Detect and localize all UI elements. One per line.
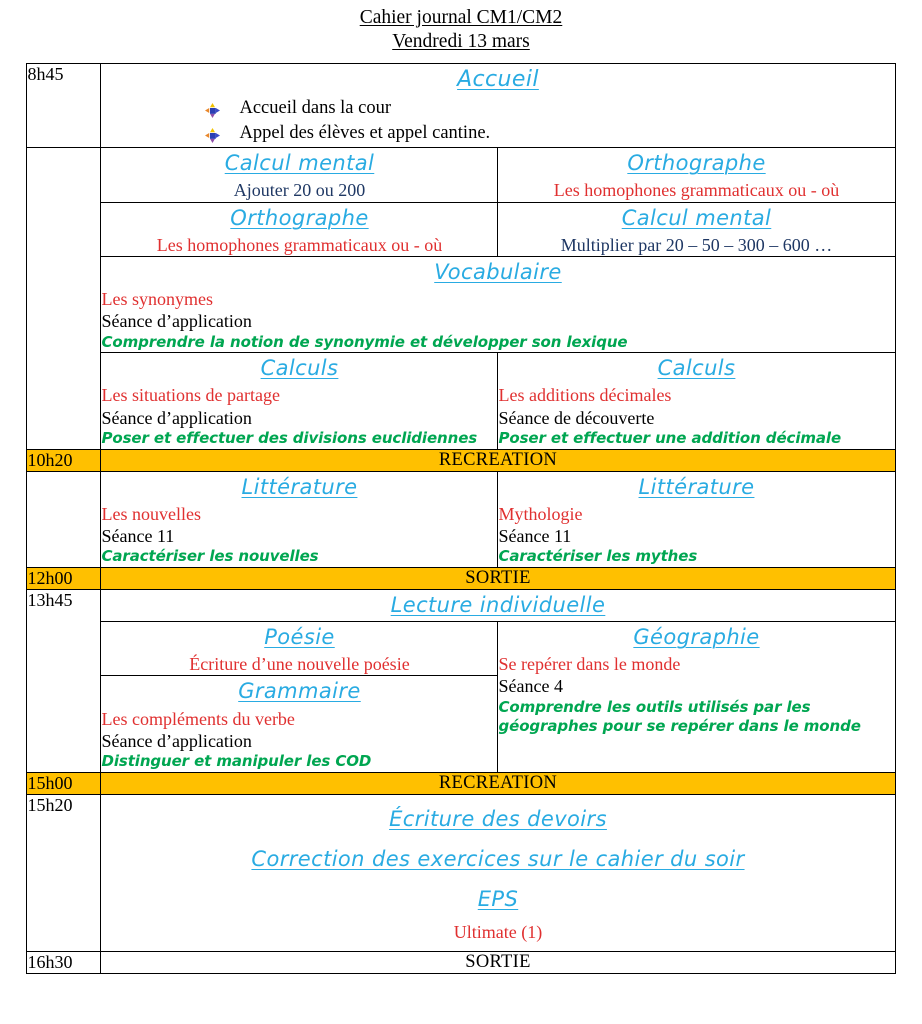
banner-sortie-midi: SORTIE (101, 567, 895, 589)
cell-vocabulaire (101, 257, 895, 353)
title-line-1 (0, 6, 922, 29)
time-cell-empty-matin (27, 148, 101, 449)
accueil-bullet-text: Accueil dans la cour (239, 98, 392, 119)
seance-litterature: Séance 11 (498, 526, 572, 546)
subject-poesie: Poésie (264, 624, 335, 649)
detail-calcul-mental: Ajouter 20 ou 200 (233, 180, 366, 201)
table-row-calcul-orthographe (27, 148, 895, 202)
subject-calculs: Calculs (657, 356, 736, 381)
time-cell-1630: 16h30 (27, 952, 101, 974)
goal-vocabulaire: Comprendre la notion de synonymie et développer son lexique (101, 332, 628, 351)
seance-grammaire: Séance d’application (101, 730, 252, 751)
goal-calculs: Poser et effectuer des divisions euclidiennes (101, 429, 478, 448)
banner-recreation-aprem: RECREATION (101, 772, 895, 794)
table-row-recreation-aprem (27, 772, 895, 794)
accueil-bullet-text: Appel des élèves et appel cantine. (239, 122, 491, 143)
schedule-table (26, 63, 895, 974)
banner-recreation-matin: RECREATION (101, 449, 895, 471)
page-title: Cahier journal CM1/CM2 (359, 7, 563, 28)
seance-calculs: Séance d’application (101, 407, 252, 428)
cell-grammaire (101, 676, 498, 772)
topic-geographie: Se repérer dans le monde (498, 654, 681, 675)
goal-grammaire: Distinguer et manipuler les COD (101, 752, 372, 771)
seance-vocabulaire: Séance d’application (101, 311, 252, 332)
time-cell-1345: 13h45 (27, 589, 101, 772)
goal-litterature: Caractériser les mythes (498, 547, 698, 566)
topic-vocabulaire: Les synonymes (101, 289, 213, 310)
subject-orthographe: Orthographe (230, 205, 369, 230)
table-row-vocabulaire (27, 257, 895, 353)
subject-orthographe: Orthographe (627, 151, 766, 176)
time-cell-1520: 15h20 (27, 794, 101, 952)
subject-calcul-mental: Calcul mental (224, 151, 375, 176)
goal-geographie-line2: géographes pour se repérer dans le monde (498, 717, 861, 736)
arrow-cross-bullet-icon (205, 101, 220, 116)
detail-orthographe: Les homophones grammaticaux ou - où (553, 180, 840, 201)
arrow-cross-bullet-icon (205, 126, 220, 141)
detail-eps: Ultimate (1) (453, 922, 543, 943)
subject-vocabulaire: Vocabulaire (434, 260, 562, 285)
table-row-litterature (27, 471, 895, 567)
seance-geographie: Séance 4 (498, 676, 563, 697)
table-row-calculs (27, 353, 895, 449)
table-row-accueil (27, 64, 895, 148)
seance-calculs: Séance de découverte (498, 407, 655, 428)
subject-eps: EPS (477, 886, 519, 911)
cell-calculs-left (101, 353, 498, 449)
detail-orthographe: Les homophones grammaticaux ou - où (156, 234, 443, 255)
time-cell-empty-litterature (27, 471, 101, 567)
fin-journee-stack (101, 795, 894, 952)
page-subtitle: Vendredi 13 mars (392, 31, 530, 52)
cell-calculs-right (498, 353, 895, 449)
table-row-fin-journee (27, 794, 895, 952)
cell-calcul-mental-left (101, 148, 498, 202)
subject-geographie: Géographie (633, 624, 760, 649)
table-row-sortie-soir (27, 952, 895, 974)
topic-litterature: Les nouvelles (101, 503, 201, 524)
time-cell-1500: 15h00 (27, 772, 101, 794)
seance-litterature: Séance 11 (101, 526, 175, 546)
document-title-block (0, 0, 922, 53)
list-item (205, 121, 894, 145)
list-item (205, 96, 894, 120)
cell-orthographe-right (498, 148, 895, 202)
accueil-cell (101, 64, 895, 148)
table-row-sortie-midi (27, 567, 895, 589)
cell-calcul-mental-right (498, 202, 895, 256)
table-row-poesie-geographie (27, 621, 895, 675)
detail-calcul-mental: Multiplier par 20 – 50 – 300 – 600 … (560, 234, 833, 255)
accueil-bullet-list (101, 96, 894, 145)
banner-sortie-soir: SORTIE (101, 952, 895, 974)
subject-grammaire: Grammaire (238, 679, 361, 704)
subject-lecture-individuelle: Lecture individuelle (390, 592, 606, 617)
time-cell-1020: 10h20 (27, 449, 101, 471)
cell-orthographe-left (101, 202, 498, 256)
subject-correction-exercices: Correction des exercices sur le cahier du soir (251, 846, 745, 871)
topic-calculs: Les additions décimales (498, 385, 672, 406)
goal-calculs: Poser et effectuer une addition décimale (498, 429, 842, 448)
subject-ecriture-devoirs: Écriture des devoirs (389, 806, 607, 831)
subject-litterature: Littérature (638, 474, 755, 499)
table-row-recreation-matin (27, 449, 895, 471)
table-row-lecture (27, 589, 895, 621)
cell-poesie (101, 621, 498, 675)
topic-litterature: Mythologie (498, 503, 583, 524)
cell-fin-journee (101, 794, 895, 952)
topic-grammaire: Les compléments du verbe (101, 708, 295, 729)
subject-calcul-mental: Calcul mental (621, 205, 772, 230)
subject-calculs: Calculs (260, 356, 339, 381)
subject-litterature: Littérature (241, 474, 358, 499)
goal-geographie-line1: Comprendre les outils utilisés par les (498, 697, 811, 716)
cell-geographie (498, 621, 895, 772)
time-cell-1200: 12h00 (27, 567, 101, 589)
topic-calculs: Les situations de partage (101, 385, 280, 406)
time-cell-0845: 8h45 (27, 64, 101, 148)
subject-accueil: Accueil (457, 67, 539, 92)
cell-litterature-right (498, 471, 895, 567)
table-row-orthographe-calcul (27, 202, 895, 256)
detail-poesie: Écriture d’une nouvelle poésie (189, 654, 410, 675)
title-line-2 (0, 30, 922, 53)
cell-lecture-individuelle (101, 589, 895, 621)
goal-litterature: Caractériser les nouvelles (101, 547, 319, 566)
cell-litterature-left (101, 471, 498, 567)
